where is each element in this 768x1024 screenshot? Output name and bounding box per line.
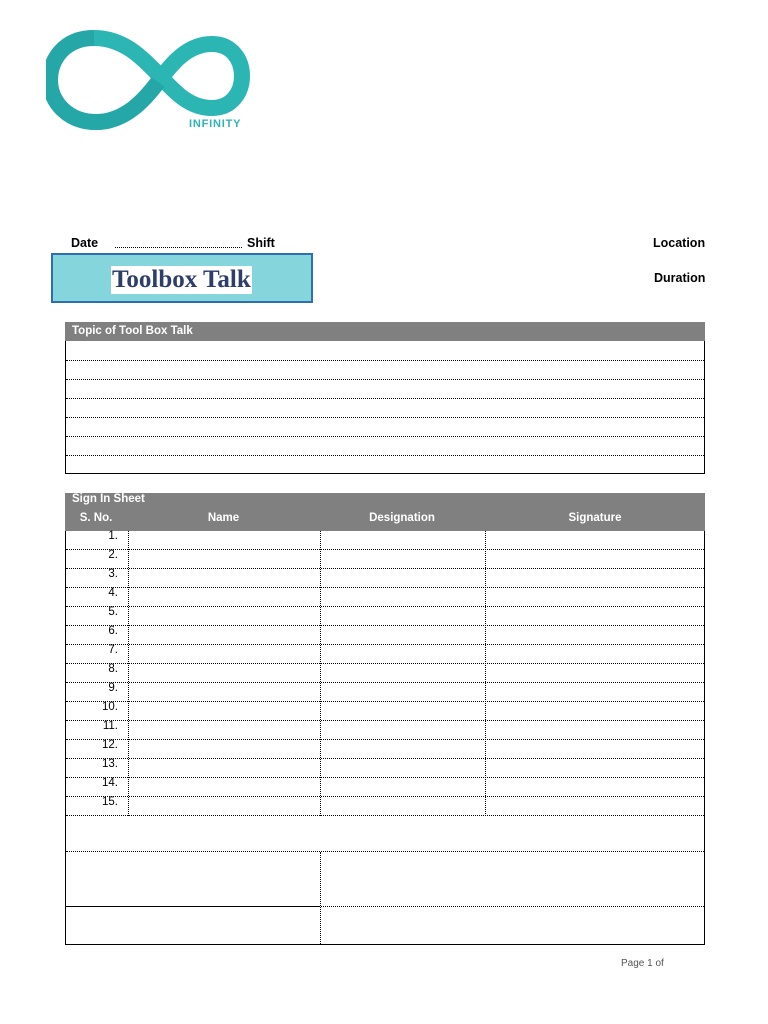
footer-left-divider: [66, 906, 320, 907]
row-number: 9.: [108, 682, 118, 694]
row-number: 3.: [108, 568, 118, 580]
topic-line-3[interactable]: [66, 379, 704, 399]
supervisor-sign-area[interactable]: [66, 908, 320, 944]
title-banner: [51, 253, 313, 303]
col-header-signature: Signature: [568, 512, 622, 524]
table-row[interactable]: [66, 720, 704, 740]
supervisor-area[interactable]: [66, 853, 320, 905]
remarks-area[interactable]: [321, 853, 704, 905]
table-row[interactable]: [66, 568, 704, 588]
date-sign-area[interactable]: [321, 908, 704, 944]
duration-label: Duration: [654, 271, 706, 285]
topic-header: Topic of Tool Box Talk: [65, 322, 705, 341]
topic-line-1[interactable]: [66, 341, 704, 361]
company-logo: [46, 30, 250, 134]
col-divider-3: [485, 531, 486, 816]
logo-tagline: Powering with nature: [68, 62, 125, 87]
table-row[interactable]: [66, 625, 704, 645]
date-label: Date: [71, 236, 99, 250]
col-header-sno: S. No.: [79, 512, 113, 524]
date-field[interactable]: [115, 247, 242, 248]
table-row[interactable]: [66, 663, 704, 683]
table-row[interactable]: [66, 682, 704, 702]
row-number: 5.: [108, 606, 118, 618]
location-label: Location: [653, 236, 706, 250]
col-header-designation: Designation: [369, 512, 435, 524]
shift-label: Shift: [247, 236, 275, 250]
notes-divider: [66, 851, 704, 852]
table-row[interactable]: [66, 549, 704, 569]
col-divider-2: [320, 531, 321, 816]
table-row[interactable]: [66, 530, 704, 550]
row-number: 12.: [102, 739, 118, 751]
row-number: 14.: [102, 777, 118, 789]
sign-in-title: Sign In Sheet: [72, 493, 145, 505]
row-number: 8.: [108, 663, 118, 675]
row-number: 7.: [108, 644, 118, 656]
col-header-name: Name: [207, 512, 240, 524]
row-number: 15.: [102, 796, 118, 808]
notes-area[interactable]: [66, 817, 704, 851]
row-number: 2.: [108, 549, 118, 561]
col-divider-1: [128, 531, 129, 816]
topic-line-6[interactable]: [66, 436, 704, 456]
table-row[interactable]: [66, 701, 704, 721]
row-number: 13.: [102, 758, 118, 770]
row-number: 6.: [108, 625, 118, 637]
row-number: 1.: [108, 530, 118, 542]
row-number: 11.: [102, 720, 118, 732]
footer-right-divider: [321, 906, 704, 907]
table-row[interactable]: [66, 777, 704, 797]
table-row[interactable]: [66, 758, 704, 778]
logo-brand: INFINITY: [189, 118, 242, 130]
page-number: Page 1 of: [621, 958, 664, 969]
topic-line-4[interactable]: [66, 398, 704, 418]
table-row[interactable]: [66, 587, 704, 607]
row-number: 4.: [108, 587, 118, 599]
row-number: 10.: [102, 701, 118, 713]
topic-line-2[interactable]: [66, 360, 704, 380]
table-row[interactable]: [66, 739, 704, 759]
table-row[interactable]: [66, 606, 704, 626]
table-row[interactable]: [66, 796, 704, 816]
topic-line-5[interactable]: [66, 417, 704, 437]
table-row[interactable]: [66, 644, 704, 664]
sign-in-header: [65, 493, 705, 531]
page-title: Toolbox Talk: [112, 266, 251, 293]
